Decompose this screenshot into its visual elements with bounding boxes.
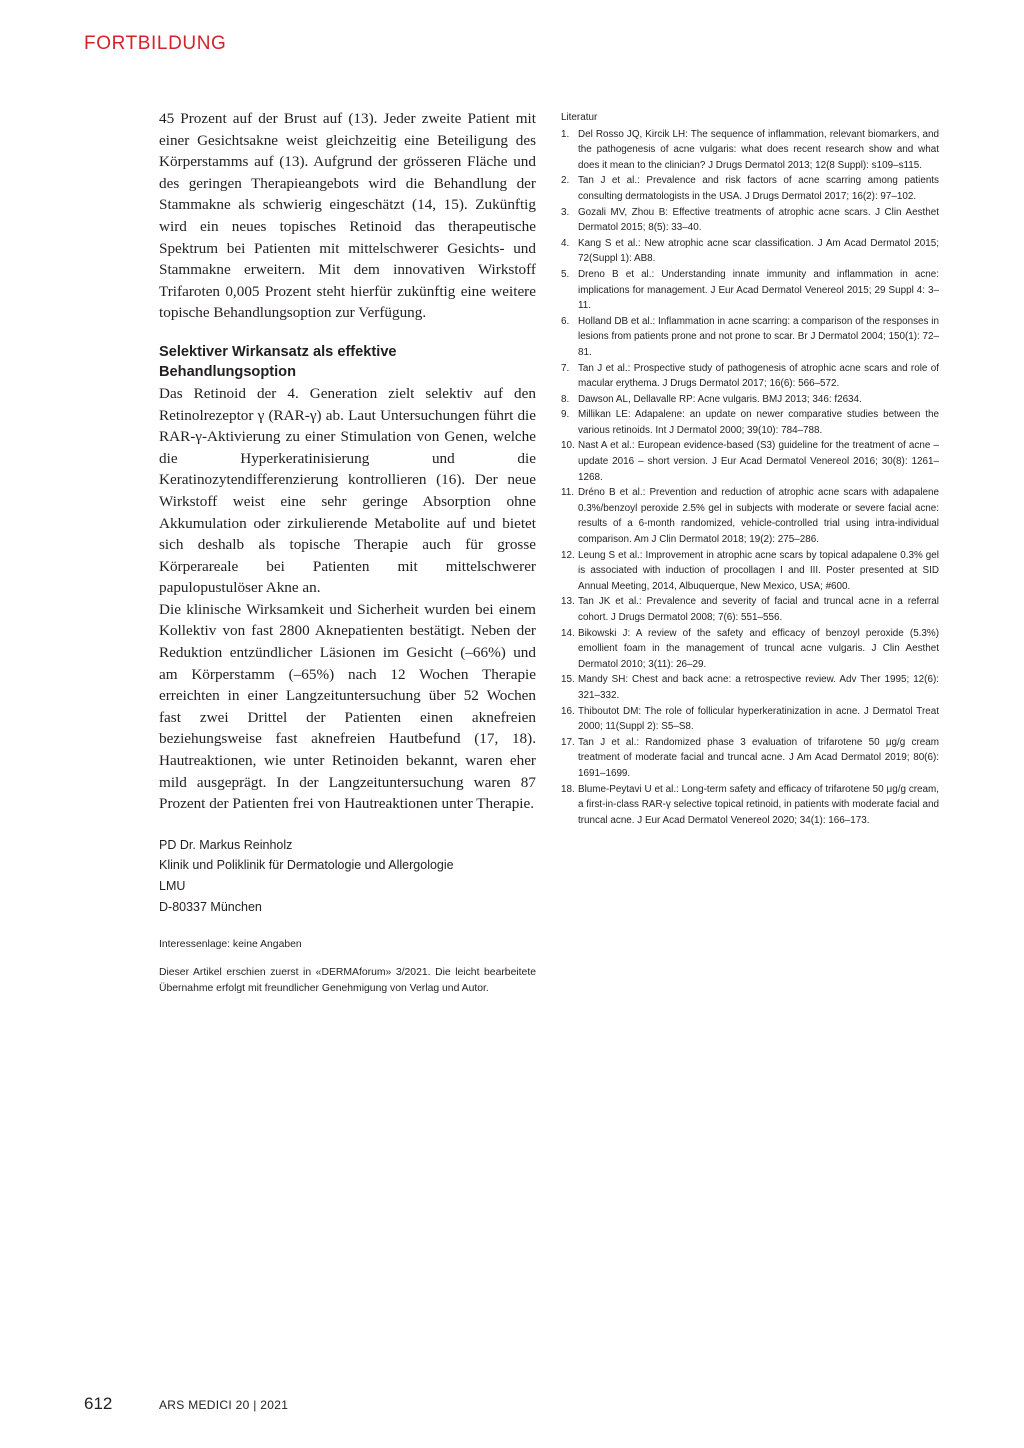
reference-item (561, 361, 939, 392)
body-paragraph-3: Die klinische Wirksamkeit und Sicherheit wurden bei einem Kollektiv von fast 2800 Aknepatienten bestätigt. Neben der Reduktion entzündlicher Läsionen im Gesicht (–66%) und am Körperstamm (–65%) nach 12 Wochen Therapie erreichten in einer Langzeituntersuchung über 52 Wochen fast zwei Drittel der Patienten einen aknefreien beziehungsweise fast aknefreien Hautbefund (17, 18). Hautreaktionen, wie unter Retinoiden bekannt, waren eher mild ausgeprägt. In der Langzeituntersuchung waren 87 Prozent der Patienten frei von Hautreaktionen unter Therapie. (159, 600, 536, 813)
section-label: FORTBILDUNG (84, 33, 227, 54)
reference-number: 9. (561, 409, 570, 421)
author-university: LMU (159, 879, 186, 893)
reference-text: Nast A et al.: European evidence-based (S3) guideline for the treatment of acne – update 2016 – short version. J Eur Acad Dermatol Venereol 2016; 30(8): 1261–1268. (578, 440, 939, 483)
references-heading: Literatur (561, 112, 598, 123)
page-footer (84, 1394, 288, 1414)
reference-number: 4. (561, 237, 570, 249)
author-clinic: Klinik und Poliklinik für Dermatologie und Allergologie (159, 858, 454, 873)
reference-text: Dréno B et al.: Prevention and reduction of atrophic acne scars with adapalene 0.3%/benzoyl peroxide 2.5% gel in subjects with moderate or severe facial acne: results of a 6-month randomized, vehicle-controlled trial using intra-individual comparison. Am J Clin Dermatol 2018; 19(2): 275–286. (578, 487, 939, 546)
reference-number: 3. (561, 206, 570, 218)
reference-text: Tan J et al.: Prospective study of pathogenesis of atrophic acne scars and role of macular erythema. J Drugs Dermatol 2017; 16(6): 566–572. (578, 362, 939, 390)
reference-number: 14. (561, 627, 575, 639)
reference-text: Tan J et al.: Prevalence and risk factors of acne scarring among patients consulting dermatologists in the USA. J Drugs Dermatol 2017; 16(2): 97–102. (578, 175, 939, 202)
reference-number: 5. (561, 268, 570, 280)
reference-item (561, 407, 939, 438)
article-body (159, 108, 536, 997)
reference-number: 18. (561, 783, 575, 795)
conflict-of-interest: Interessenlage: keine Angaben (159, 939, 302, 951)
reference-item (561, 782, 939, 829)
reference-text: Gozali MV, Zhou B: Effective treatments of atrophic acne scars. J Clin Aesthet Dermatol 2015; 8(5): 33–40. (578, 206, 939, 234)
reference-number: 15. (561, 674, 575, 686)
reference-number: 1. (561, 128, 570, 140)
reference-item (561, 236, 939, 267)
reference-item (561, 485, 939, 547)
reference-item (561, 127, 939, 174)
reference-item (561, 314, 939, 361)
body-paragraph-1: 45 Prozent auf der Brust auf (13). Jeder zweite Patient mit einer Gesichtsakne weist gleichzeitig eine Beteiligung des Körperstamms auf (13). Aufgrund der grösseren Fläche und des geringen Therapieangebots wird die Behandlung der Stammakne als schwierig eingeschätzt (14, 15). Zukünftig wird ein neues topisches Retinoid das therapeutische Spektrum bei Patienten mit mittelschwerer Gesichts- und Stammakne erweitern. Mit dem innovativen Wirkstoff Trifaroten 0,005 Prozent steht hierfür zukünftig eine weitere topische Behandlungsoption zur Verfügung. (159, 110, 536, 322)
section-subheading: Selektiver Wirkansatz als effektive Behandlungsoption (159, 343, 397, 381)
reference-text: Leung S et al.: Improvement in atrophic acne scars by topical adapalene 0.3% gel is associated with induction of procollagen I and III. Poster presented at SID Annual Meeting, 2014, Albuquerque, New Mexico, USA; #600. (578, 549, 939, 592)
reference-number: 11. (561, 487, 574, 499)
reference-text: Tan J et al.: Randomized phase 3 evaluation of trifarotene 50 μg/g cream treatment of moderate facial and truncal acne. J Am Acad Dermatol 2019; 80(6): 1691–1699. (578, 736, 939, 779)
first-published-note: Dieser Artikel erschien zuerst in «DERMAforum» 3/2021. Die leicht bearbeitete Übernahme erfolgt mit freundlicher Genehmigung von Verlag und Autor. (159, 967, 536, 995)
reference-number: 7. (561, 362, 570, 374)
page-number: 612 (84, 1394, 113, 1413)
reference-text: Thiboutot DM: The role of follicular hyperkeratinization in acne. J Dermatol Treat 2000; 11(Suppl 2): S5–S8. (578, 705, 939, 733)
reference-number: 13. (561, 596, 575, 608)
reference-text: Millikan LE: Adapalene: an update on newer comparative studies between the various retinoids. Int J Dermatol 2000; 39(10): 784–788. (578, 409, 939, 436)
reference-item (561, 548, 939, 595)
reference-text: Kang S et al.: New atrophic acne scar classification. J Am Acad Dermatol 2015; 72(Suppl 1): AB8. (578, 237, 939, 265)
journal-issue: ARS MEDICI 20 | 2021 (159, 1398, 289, 1412)
author-city: D-80337 München (159, 899, 262, 914)
body-paragraph-2: Das Retinoid der 4. Generation zielt selektiv auf den Retinolrezeptor γ (RAR-γ) ab. Laut Untersuchungen führt die RAR-γ-Aktivierung zu einer Stimulation von Genen, welche die Hyperkeratinisierung und die Keratinozytendifferenzierung kontrollieren (16). Der neue Wirkstoff weist eine sehr geringe Absorption ohne Akkumulation oder zirkulierende Metabolite auf und bietet sich deshalb als topische Therapie auch für grosse Körperareale bei Patienten mit mittelschwerer papulopustulöser Akne an. (159, 384, 536, 597)
reference-number: 8. (561, 393, 570, 405)
author-name: PD Dr. Markus Reinholz (159, 837, 293, 852)
reference-number: 10. (561, 440, 575, 452)
reference-number: 2. (561, 175, 570, 187)
reference-item (561, 173, 939, 204)
reference-text: Mandy SH: Chest and back acne: a retrospective review. Adv Ther 1995; 12(6): 321–332. (578, 674, 939, 701)
reference-number: 17. (561, 736, 575, 748)
reference-item (561, 438, 939, 485)
reference-text: Bikowski J: A review of the safety and efficacy of benzoyl peroxide (5.3%) emollient foam in the management of truncal acne vulgaris. J Clin Aesthet Dermatol 2010; 3(11): 26–29. (578, 627, 939, 670)
reference-text: Dawson AL, Dellavalle RP: Acne vulgaris. BMJ 2013; 346: f2634. (578, 393, 862, 405)
reference-number: 16. (561, 705, 575, 717)
reference-text: Holland DB et al.: Inflammation in acne scarring: a comparison of the responses in lesions from patients prone and not prone to scar. Br J Dermatol 2004; 150(1): 72–81. (578, 315, 939, 358)
reference-text: Dreno B et al.: Understanding innate immunity and inflammation in acne: implications for management. J Eur Acad Dermatol Venereol 2015; 29 Suppl 4: 3–11. (578, 268, 939, 312)
reference-text: Tan JK et al.: Prevalence and severity of facial and truncal acne in a referral cohort. J Drugs Dermatol 2008; 7(6): 551–556. (578, 596, 939, 623)
reference-number: 6. (561, 315, 570, 327)
reference-item (561, 267, 939, 314)
reference-item (561, 205, 939, 236)
reference-text: Blume-Peytavi U et al.: Long-term safety and efficacy of trifarotene 50 μg/g cream, a first-in-class RAR-γ selective topical retinoid, in patients with moderate facial and truncal acne. J Eur Acad Dermatol Venereol 2020; 34(1): 166–173. (578, 783, 939, 826)
references-list (561, 127, 939, 829)
author-block (159, 835, 536, 917)
reference-item (561, 704, 939, 735)
references-section (561, 110, 939, 828)
reference-item (561, 735, 939, 782)
reference-item (561, 626, 939, 673)
reference-item (561, 392, 939, 408)
reference-item (561, 672, 939, 703)
reference-text: Del Rosso JQ, Kircik LH: The sequence of inflammation, relevant biomarkers, and the pathogenesis of acne vulgaris: what does recent research show and what does it mean to the clinician? J Drugs Dermatol 2013; 12(8 Suppl): s109–s115. (578, 128, 939, 171)
reference-item (561, 594, 939, 625)
reference-number: 12. (561, 549, 575, 561)
